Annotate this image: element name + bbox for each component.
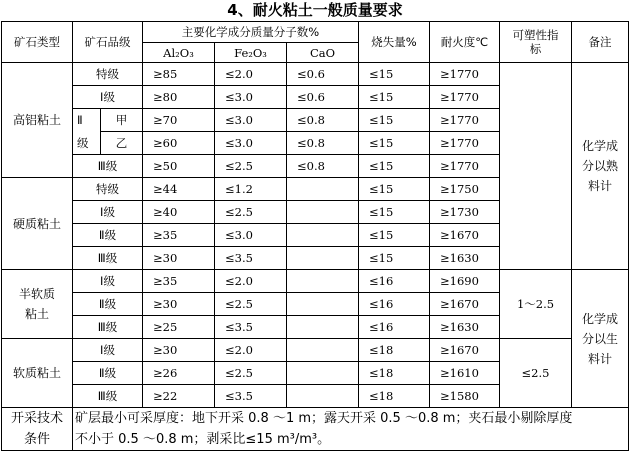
cell-loss: ≤15 xyxy=(359,86,430,109)
header-cao: CaO xyxy=(287,43,359,63)
grade-yi: 乙 xyxy=(101,132,143,155)
cell-ref: ≥1630 xyxy=(430,247,500,270)
cell-ca xyxy=(287,316,359,339)
cell-ca xyxy=(287,362,359,385)
header-chem: 主要化学成分质量分子数% xyxy=(143,22,359,43)
cell-ref: ≥1610 xyxy=(430,362,500,385)
cell-ca: ≤0.8 xyxy=(287,155,359,178)
cell-al: ≥26 xyxy=(143,362,215,385)
grade-2: Ⅱ级 xyxy=(73,293,143,316)
group-semi-soft: 半软质粘土 xyxy=(2,270,73,339)
grade-3: Ⅲ级 xyxy=(73,316,143,339)
cell-fe: ≤3.0 xyxy=(215,86,287,109)
cell-ca: ≤0.6 xyxy=(287,63,359,86)
cell-ref: ≥1670 xyxy=(430,293,500,316)
cell-loss: ≤15 xyxy=(359,201,430,224)
cell-ref: ≥1770 xyxy=(430,155,500,178)
grade-3: Ⅲ级 xyxy=(73,385,143,408)
cell-fe: ≤2.5 xyxy=(215,293,287,316)
cell-fe: ≤3.5 xyxy=(215,247,287,270)
cell-loss: ≤15 xyxy=(359,63,430,86)
header-fe2o3: Fe₂O₃ xyxy=(215,43,287,63)
cell-ca xyxy=(287,201,359,224)
cell-ref: ≥1770 xyxy=(430,109,500,132)
cell-al: ≥30 xyxy=(143,247,215,270)
cell-al: ≥22 xyxy=(143,385,215,408)
cell-ref: ≥1730 xyxy=(430,201,500,224)
group-high-al: 高铝粘土 xyxy=(2,63,73,178)
header-loss: 烧失量% xyxy=(359,22,430,63)
header-remarks: 备注 xyxy=(572,22,629,63)
cell-fe: ≤2.5 xyxy=(215,362,287,385)
grade-3: Ⅲ级 xyxy=(73,247,143,270)
grade-1: Ⅰ级 xyxy=(73,339,143,362)
cell-al: ≥70 xyxy=(143,109,215,132)
cell-al: ≥80 xyxy=(143,86,215,109)
remarks-clinker: 化学成分以熟料计 xyxy=(572,63,629,270)
cell-loss: ≤18 xyxy=(359,385,430,408)
cell-al: ≥85 xyxy=(143,63,215,86)
cell-loss: ≤16 xyxy=(359,316,430,339)
cell-fe: ≤3.5 xyxy=(215,385,287,408)
plasticity-semi-soft: 1～2.5 xyxy=(500,270,572,339)
cell-al: ≥25 xyxy=(143,316,215,339)
cell-al: ≥44 xyxy=(143,178,215,201)
page-title: 4、耐火粘土一般质量要求 xyxy=(227,1,403,19)
cell-al: ≥60 xyxy=(143,132,215,155)
cell-ca xyxy=(287,224,359,247)
cell-ref: ≥1770 xyxy=(430,63,500,86)
cell-ref: ≥1770 xyxy=(430,132,500,155)
grade-special: 特级 xyxy=(73,178,143,201)
cell-fe: ≤3.5 xyxy=(215,316,287,339)
cell-loss: ≤15 xyxy=(359,109,430,132)
cell-ca xyxy=(287,247,359,270)
cell-ca xyxy=(287,270,359,293)
cell-loss: ≤15 xyxy=(359,178,430,201)
cell-fe: ≤3.0 xyxy=(215,109,287,132)
cell-fe: ≤2.5 xyxy=(215,155,287,178)
group-soft: 软质粘土 xyxy=(2,339,73,408)
cell-fe: ≤2.0 xyxy=(215,63,287,86)
cell-fe: ≤3.0 xyxy=(215,132,287,155)
plasticity-empty xyxy=(500,63,572,270)
grade-1: Ⅰ级 xyxy=(73,86,143,109)
grade-1: Ⅰ级 xyxy=(73,270,143,293)
grade-2-split-level: 级 xyxy=(73,132,101,155)
grade-2-split: Ⅱ xyxy=(73,109,101,132)
remarks-raw: 化学成分以生料计 xyxy=(572,270,629,408)
footer-line-2: 不小于 0.5 ～0.8 m；剥采比≤15 m³/m³。 xyxy=(73,429,629,451)
cell-loss: ≤16 xyxy=(359,293,430,316)
cell-loss: ≤15 xyxy=(359,132,430,155)
cell-ref: ≥1580 xyxy=(430,385,500,408)
cell-al: ≥50 xyxy=(143,155,215,178)
cell-ref: ≥1670 xyxy=(430,224,500,247)
grade-2: Ⅱ级 xyxy=(73,362,143,385)
cell-ref: ≥1690 xyxy=(430,270,500,293)
cell-loss: ≤18 xyxy=(359,339,430,362)
cell-ref: ≥1750 xyxy=(430,178,500,201)
cell-loss: ≤15 xyxy=(359,247,430,270)
cell-loss: ≤15 xyxy=(359,155,430,178)
cell-loss: ≤15 xyxy=(359,224,430,247)
grade-special: 特级 xyxy=(73,63,143,86)
cell-loss: ≤18 xyxy=(359,362,430,385)
cell-ca: ≤0.6 xyxy=(287,86,359,109)
header-plasticity: 可塑性指标 xyxy=(500,22,572,63)
cell-fe: ≤3.0 xyxy=(215,224,287,247)
cell-ca: ≤0.8 xyxy=(287,132,359,155)
grade-2: Ⅱ级 xyxy=(73,224,143,247)
cell-al: ≥40 xyxy=(143,201,215,224)
cell-ca xyxy=(287,178,359,201)
header-al2o3: Al₂O₃ xyxy=(143,43,215,63)
cell-fe: ≤2.0 xyxy=(215,270,287,293)
cell-ca xyxy=(287,339,359,362)
grade-1: Ⅰ级 xyxy=(73,201,143,224)
plasticity-soft: ≤2.5 xyxy=(500,339,572,408)
cell-fe: ≤2.0 xyxy=(215,339,287,362)
cell-ref: ≥1630 xyxy=(430,316,500,339)
grade-jia: 甲 xyxy=(101,109,143,132)
cell-al: ≥35 xyxy=(143,270,215,293)
quality-table xyxy=(1,21,629,451)
cell-ca xyxy=(287,293,359,316)
cell-fe: ≤1.2 xyxy=(215,178,287,201)
cell-ref: ≥1670 xyxy=(430,339,500,362)
cell-loss: ≤16 xyxy=(359,270,430,293)
cell-fe: ≤2.5 xyxy=(215,201,287,224)
cell-ref: ≥1770 xyxy=(430,86,500,109)
cell-al: ≥30 xyxy=(143,293,215,316)
cell-al: ≥35 xyxy=(143,224,215,247)
cell-ca xyxy=(287,385,359,408)
footer-line-1: 矿层最小可采厚度：地下开采 0.8 ～1 m；露天开采 0.5 ～0.8 m；夹石最小剔除厚度 xyxy=(73,408,629,430)
header-refractory: 耐火度℃ xyxy=(430,22,500,63)
footer-label: 开采技术条件 xyxy=(2,408,73,451)
group-hard: 硬质粘土 xyxy=(2,178,73,270)
header-grade: 矿石品级 xyxy=(73,22,143,63)
cell-al: ≥30 xyxy=(143,339,215,362)
grade-3: Ⅲ级 xyxy=(73,155,143,178)
header-ore-type: 矿石类型 xyxy=(2,22,73,63)
cell-ca: ≤0.8 xyxy=(287,109,359,132)
